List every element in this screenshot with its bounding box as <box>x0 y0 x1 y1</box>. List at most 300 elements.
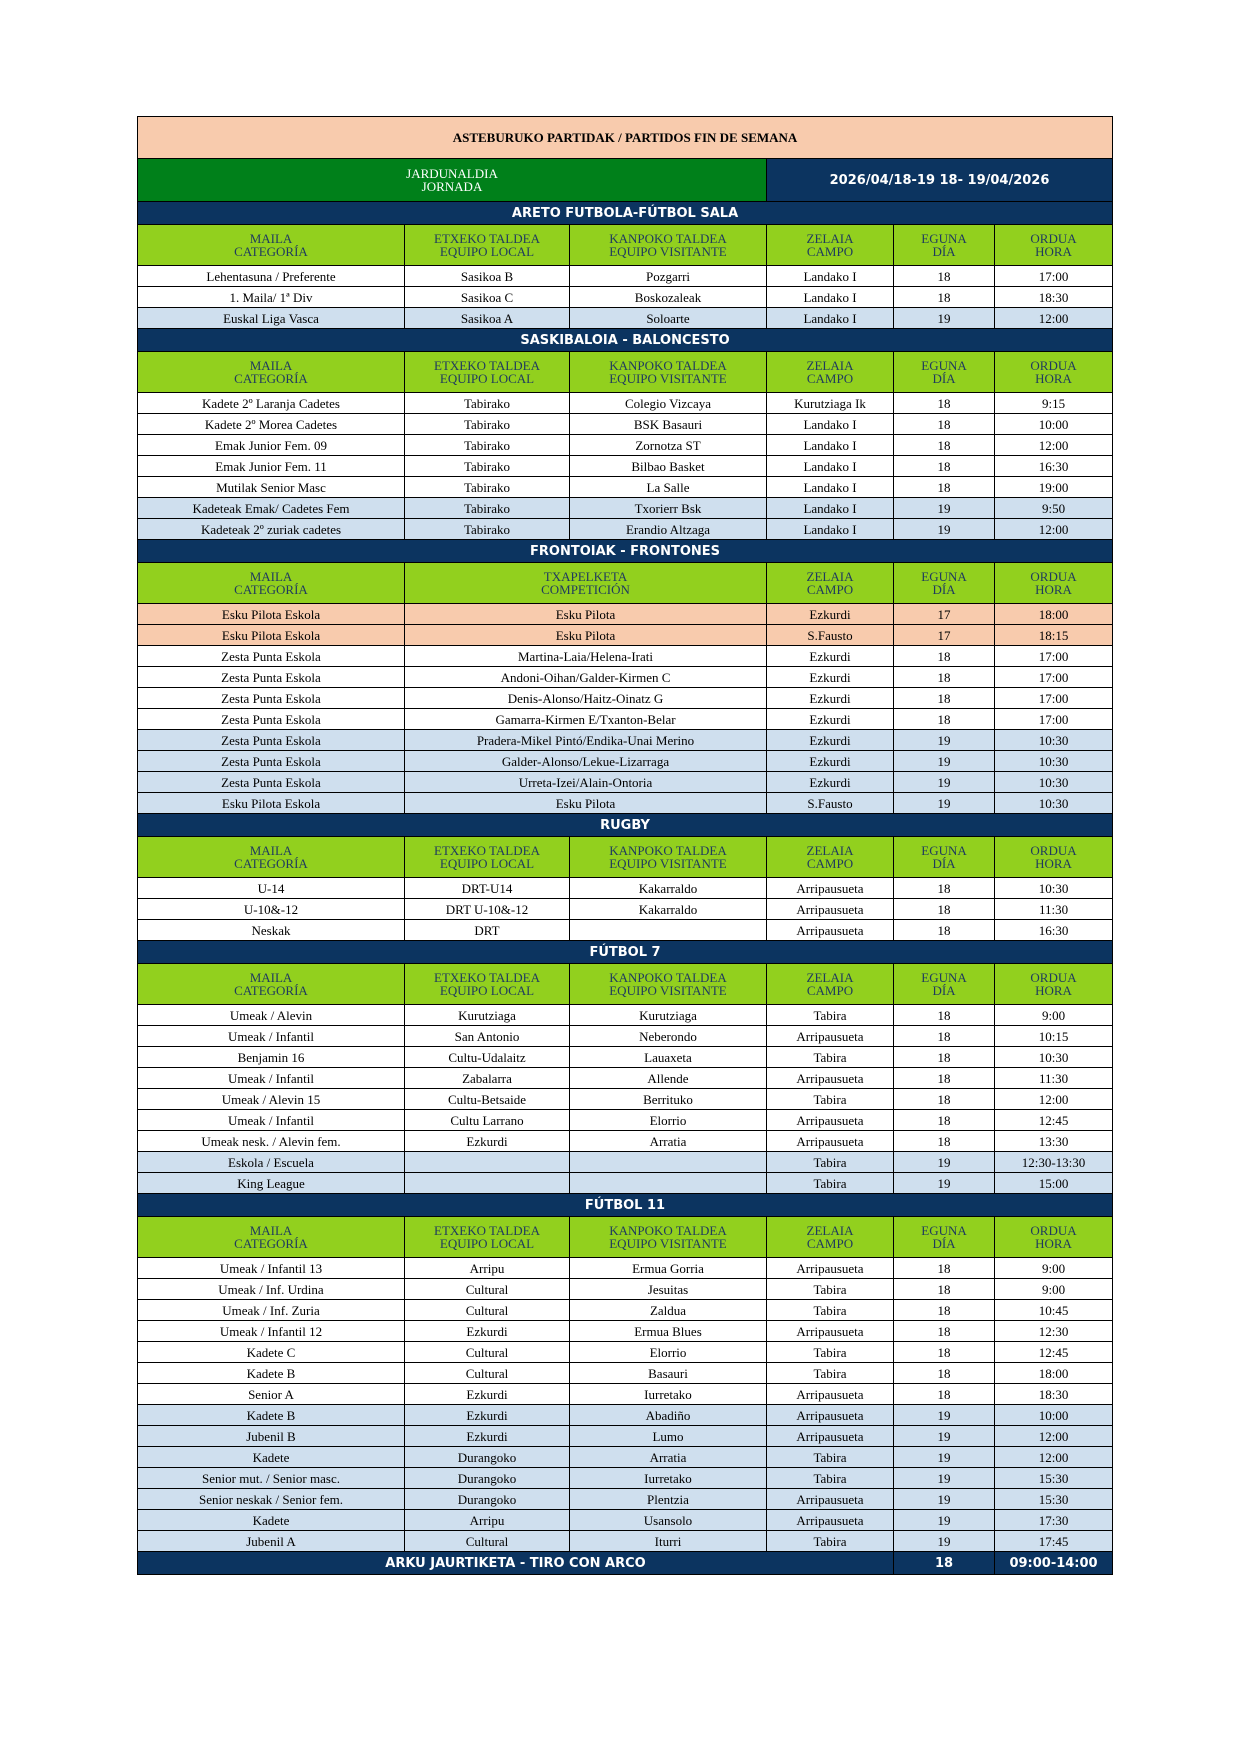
field-cell: Arripausueta <box>767 1110 894 1131</box>
table-row <box>138 1089 1113 1110</box>
category-cell: Kadete B <box>138 1405 405 1426</box>
day-cell: 18 <box>894 1047 995 1068</box>
day-cell: 18 <box>894 1384 995 1405</box>
field-cell: Arripausueta <box>767 878 894 899</box>
day-cell: 18 <box>894 266 995 287</box>
away-team-cell: Ermua Gorria <box>570 1258 767 1279</box>
day-cell: 19 <box>894 308 995 329</box>
col-header-hora-line: HORA <box>1035 856 1072 871</box>
table-row <box>138 604 1113 625</box>
away-team-cell: Plentzia <box>570 1489 767 1510</box>
time-cell: 10:30 <box>995 1047 1113 1068</box>
home-team-cell: Tabirako <box>405 498 570 519</box>
col-header-campo-line: CAMPO <box>806 983 854 998</box>
time-cell: 12:00 <box>995 308 1113 329</box>
time-cell: 11:30 <box>995 1068 1113 1089</box>
col-header-local-line: ETXEKO TALDEA <box>434 358 540 373</box>
away-team-cell: Colegio Vizcaya <box>570 393 767 414</box>
day-cell: 18 <box>894 899 995 920</box>
home-team-cell <box>405 1152 570 1173</box>
col-header-local-line: EQUIPO LOCAL <box>439 1236 535 1251</box>
col-header-dia <box>894 1217 995 1258</box>
table-row <box>138 1531 1113 1552</box>
home-team-cell: Ezkurdi <box>405 1384 570 1405</box>
col-header-campo <box>767 1217 894 1258</box>
day-cell: 18 <box>894 667 995 688</box>
col-header-campo-line: ZELAIA <box>806 1223 854 1238</box>
home-team-cell: DRT <box>405 920 570 941</box>
field-cell: Landako I <box>767 414 894 435</box>
away-team-cell: Usansolo <box>570 1510 767 1531</box>
day-cell: 19 <box>894 1426 995 1447</box>
category-cell: Umeak / Inf. Urdina <box>138 1279 405 1300</box>
table-row <box>138 1384 1113 1405</box>
col-header-hora-line: ORDUA <box>1030 569 1077 584</box>
away-team-cell: Iurretako <box>570 1468 767 1489</box>
away-team-cell: Lauaxeta <box>570 1047 767 1068</box>
home-team-cell: Tabirako <box>405 393 570 414</box>
day-cell: 18 <box>894 878 995 899</box>
table-row <box>138 498 1113 519</box>
time-cell: 10:45 <box>995 1300 1113 1321</box>
day-cell: 18 <box>894 414 995 435</box>
home-team-cell: Cultural <box>405 1363 570 1384</box>
col-header-campo-line: ZELAIA <box>806 569 854 584</box>
day-cell: 19 <box>894 1173 995 1194</box>
table-row <box>138 1026 1113 1047</box>
category-cell: Umeak / Infantil <box>138 1026 405 1047</box>
category-cell: Kadete 2º Laranja Cadetes <box>138 393 405 414</box>
col-header-dia <box>894 837 995 878</box>
col-header-categoria-line: CATEGORÍA <box>234 582 308 597</box>
time-cell: 17:00 <box>995 688 1113 709</box>
competition-cell: Pradera-Mikel Pintó/Endika-Unai Merino <box>405 730 767 751</box>
home-team-cell: DRT U-10&-12 <box>405 899 570 920</box>
day-cell: 18 <box>894 1300 995 1321</box>
col-header-campo-line: CAMPO <box>806 244 854 259</box>
time-cell: 12:00 <box>995 435 1113 456</box>
competition-cell: Denis-Alonso/Haitz-Oinatz G <box>405 688 767 709</box>
time-cell: 15:30 <box>995 1468 1113 1489</box>
away-team-cell: Iurretako <box>570 1384 767 1405</box>
table-row <box>138 772 1113 793</box>
table-row <box>138 709 1113 730</box>
day-cell: 18 <box>894 1089 995 1110</box>
day-cell: 17 <box>894 604 995 625</box>
field-cell: Ezkurdi <box>767 667 894 688</box>
day-cell: 19 <box>894 498 995 519</box>
day-cell: 18 <box>894 287 995 308</box>
col-header-competicion-line: COMPETICIÓN <box>541 582 630 597</box>
away-team-cell: Ermua Blues <box>570 1321 767 1342</box>
time-cell: 17:45 <box>995 1531 1113 1552</box>
time-cell: 10:30 <box>995 772 1113 793</box>
col-header-dia <box>894 352 995 393</box>
competition-cell: Martina-Laia/Helena-Irati <box>405 646 767 667</box>
field-cell: Tabira <box>767 1047 894 1068</box>
col-header-campo-line: ZELAIA <box>806 970 854 985</box>
table-row <box>138 625 1113 646</box>
field-cell: Arripausueta <box>767 899 894 920</box>
col-header-dia <box>894 225 995 266</box>
home-team-cell: Ezkurdi <box>405 1131 570 1152</box>
field-cell: Ezkurdi <box>767 772 894 793</box>
col-header-hora-line: ORDUA <box>1030 231 1077 246</box>
time-cell: 12:45 <box>995 1110 1113 1131</box>
away-team-cell: Lumo <box>570 1426 767 1447</box>
home-team-cell: Cultu Larrano <box>405 1110 570 1131</box>
day-cell: 18 <box>894 1005 995 1026</box>
column-header-row <box>138 837 1113 878</box>
col-header-campo-line: CAMPO <box>806 371 854 386</box>
table-row <box>138 1447 1113 1468</box>
field-cell: Tabira <box>767 1531 894 1552</box>
field-cell: Landako I <box>767 266 894 287</box>
competition-cell: Galder-Alonso/Lekue-Lizarraga <box>405 751 767 772</box>
section-title: RUGBY <box>138 814 1113 837</box>
category-cell: Umeak / Infantil <box>138 1068 405 1089</box>
home-team-cell: Cultural <box>405 1342 570 1363</box>
time-cell: 13:30 <box>995 1131 1113 1152</box>
category-cell: Esku Pilota Eskola <box>138 625 405 646</box>
field-cell: Tabira <box>767 1447 894 1468</box>
col-header-categoria-line: MAILA <box>249 843 293 858</box>
time-cell: 16:30 <box>995 456 1113 477</box>
field-cell: Arripausueta <box>767 1321 894 1342</box>
time-cell: 17:30 <box>995 1510 1113 1531</box>
time-cell: 12:45 <box>995 1342 1113 1363</box>
day-cell: 19 <box>894 1468 995 1489</box>
category-cell: Lehentasuna / Preferente <box>138 266 405 287</box>
field-cell: Arripausueta <box>767 1489 894 1510</box>
col-header-hora <box>995 837 1113 878</box>
col-header-hora-line: ORDUA <box>1030 970 1077 985</box>
time-cell: 12:00 <box>995 1447 1113 1468</box>
col-header-hora <box>995 352 1113 393</box>
column-header-row <box>138 352 1113 393</box>
time-cell: 9:00 <box>995 1005 1113 1026</box>
field-cell: Ezkurdi <box>767 730 894 751</box>
category-cell: Esku Pilota Eskola <box>138 604 405 625</box>
away-team-cell: Iturri <box>570 1531 767 1552</box>
column-header-row <box>138 1217 1113 1258</box>
day-cell: 18 <box>894 1068 995 1089</box>
home-team-cell: Durangoko <box>405 1468 570 1489</box>
col-header-local <box>405 837 570 878</box>
day-cell: 18 <box>894 1131 995 1152</box>
home-team-cell: Durangoko <box>405 1489 570 1510</box>
col-header-campo <box>767 964 894 1005</box>
time-cell: 16:30 <box>995 920 1113 941</box>
away-team-cell: Neberondo <box>570 1026 767 1047</box>
col-header-dia-line: EGUNA <box>921 358 967 373</box>
col-header-local-line: EQUIPO LOCAL <box>439 983 535 998</box>
away-team-cell: Pozgarri <box>570 266 767 287</box>
col-header-visitante-line: EQUIPO VISITANTE <box>609 371 727 386</box>
archery-day: 18 <box>894 1552 995 1575</box>
col-header-campo-line: ZELAIA <box>806 231 854 246</box>
day-cell: 19 <box>894 793 995 814</box>
field-cell: Tabira <box>767 1279 894 1300</box>
field-cell: Arripausueta <box>767 920 894 941</box>
col-header-dia-line: DÍA <box>932 1236 956 1251</box>
col-header-local-line: ETXEKO TALDEA <box>434 231 540 246</box>
home-team-cell: Sasikoa A <box>405 308 570 329</box>
day-cell: 18 <box>894 1110 995 1131</box>
col-header-dia-line: DÍA <box>932 983 956 998</box>
away-team-cell: Txorierr Bsk <box>570 498 767 519</box>
table-row <box>138 1047 1113 1068</box>
col-header-competicion-line: TXAPELKETA <box>543 569 628 584</box>
table-row <box>138 751 1113 772</box>
col-header-dia <box>894 563 995 604</box>
col-header-local <box>405 964 570 1005</box>
field-cell: Tabira <box>767 1005 894 1026</box>
time-cell: 11:30 <box>995 899 1113 920</box>
table-row <box>138 1342 1113 1363</box>
competition-cell: Esku Pilota <box>405 604 767 625</box>
category-cell: Umeak / Alevin 15 <box>138 1089 405 1110</box>
time-cell: 15:00 <box>995 1173 1113 1194</box>
home-team-cell: Ezkurdi <box>405 1321 570 1342</box>
day-cell: 18 <box>894 1258 995 1279</box>
table-row <box>138 730 1113 751</box>
col-header-visitante <box>570 964 767 1005</box>
table-row <box>138 1489 1113 1510</box>
category-cell: Kadete 2º Morea Cadetes <box>138 414 405 435</box>
col-header-local-line: EQUIPO LOCAL <box>439 371 535 386</box>
away-team-cell <box>570 1173 767 1194</box>
col-header-categoria-line: CATEGORÍA <box>234 983 308 998</box>
category-cell: Esku Pilota Eskola <box>138 793 405 814</box>
home-team-cell: Sasikoa B <box>405 266 570 287</box>
day-cell: 18 <box>894 920 995 941</box>
away-team-cell: Arratia <box>570 1131 767 1152</box>
day-cell: 18 <box>894 1363 995 1384</box>
col-header-visitante-line: KANPOKO TALDEA <box>609 843 727 858</box>
category-cell: Benjamin 16 <box>138 1047 405 1068</box>
col-header-dia-line: EGUNA <box>921 843 967 858</box>
time-cell: 12:30 <box>995 1321 1113 1342</box>
away-team-cell: Kakarraldo <box>570 878 767 899</box>
col-header-visitante <box>570 352 767 393</box>
col-header-local-line: ETXEKO TALDEA <box>434 843 540 858</box>
day-cell: 18 <box>894 709 995 730</box>
home-team-cell: Tabirako <box>405 477 570 498</box>
category-cell: Zesta Punta Eskola <box>138 751 405 772</box>
category-cell: U-14 <box>138 878 405 899</box>
competition-cell: Esku Pilota <box>405 793 767 814</box>
day-cell: 19 <box>894 519 995 540</box>
time-cell: 17:00 <box>995 667 1113 688</box>
category-cell: Kadete <box>138 1510 405 1531</box>
time-cell: 15:30 <box>995 1489 1113 1510</box>
field-cell: Landako I <box>767 519 894 540</box>
field-cell: Arripausueta <box>767 1258 894 1279</box>
col-header-categoria <box>138 352 405 393</box>
table-row <box>138 435 1113 456</box>
section-title-row <box>138 329 1113 352</box>
col-header-hora <box>995 1217 1113 1258</box>
table-row <box>138 1279 1113 1300</box>
table-row <box>138 308 1113 329</box>
time-cell: 9:15 <box>995 393 1113 414</box>
away-team-cell: Elorrio <box>570 1110 767 1131</box>
time-cell: 10:30 <box>995 878 1113 899</box>
home-team-cell: Tabirako <box>405 414 570 435</box>
col-header-campo-line: ZELAIA <box>806 843 854 858</box>
time-cell: 17:00 <box>995 266 1113 287</box>
away-team-cell: Erandio Altzaga <box>570 519 767 540</box>
field-cell: Arripausueta <box>767 1405 894 1426</box>
field-cell: Ezkurdi <box>767 709 894 730</box>
column-header-row <box>138 563 1113 604</box>
table-row <box>138 1110 1113 1131</box>
jornada-label-es: JORNADA <box>421 179 483 194</box>
col-header-campo <box>767 837 894 878</box>
category-cell: Emak Junior Fem. 09 <box>138 435 405 456</box>
category-cell: Zesta Punta Eskola <box>138 709 405 730</box>
col-header-hora <box>995 225 1113 266</box>
home-team-cell: Tabirako <box>405 435 570 456</box>
home-team-cell: Cultu-Betsaide <box>405 1089 570 1110</box>
col-header-categoria-line: MAILA <box>249 358 293 373</box>
table-row <box>138 646 1113 667</box>
time-cell: 18:30 <box>995 287 1113 308</box>
competition-cell: Urreta-Izei/Alain-Ontoria <box>405 772 767 793</box>
time-cell: 18:00 <box>995 604 1113 625</box>
away-team-cell: Zaldua <box>570 1300 767 1321</box>
table-row <box>138 1258 1113 1279</box>
field-cell: Arripausueta <box>767 1026 894 1047</box>
time-cell: 12:00 <box>995 1089 1113 1110</box>
table-row <box>138 1131 1113 1152</box>
section-title-row <box>138 941 1113 964</box>
field-cell: Tabira <box>767 1152 894 1173</box>
day-cell: 19 <box>894 1405 995 1426</box>
col-header-hora-line: HORA <box>1035 582 1072 597</box>
away-team-cell: Basauri <box>570 1363 767 1384</box>
category-cell: Umeak nesk. / Alevin fem. <box>138 1131 405 1152</box>
field-cell: Tabira <box>767 1089 894 1110</box>
col-header-visitante-line: EQUIPO VISITANTE <box>609 856 727 871</box>
section-title: ARETO FUTBOLA-FÚTBOL SALA <box>138 202 1113 225</box>
time-cell: 10:30 <box>995 730 1113 751</box>
col-header-local-line: ETXEKO TALDEA <box>434 970 540 985</box>
field-cell: Tabira <box>767 1468 894 1489</box>
home-team-cell: Cultural <box>405 1531 570 1552</box>
table-row <box>138 1426 1113 1447</box>
day-cell: 19 <box>894 1531 995 1552</box>
category-cell: Kadete <box>138 1447 405 1468</box>
field-cell: Ezkurdi <box>767 646 894 667</box>
col-header-categoria-line: MAILA <box>249 231 293 246</box>
column-header-row <box>138 225 1113 266</box>
col-header-categoria-line: CATEGORÍA <box>234 371 308 386</box>
time-cell: 10:30 <box>995 793 1113 814</box>
time-cell: 10:00 <box>995 414 1113 435</box>
category-cell: Euskal Liga Vasca <box>138 308 405 329</box>
away-team-cell: Kurutziaga <box>570 1005 767 1026</box>
col-header-categoria <box>138 837 405 878</box>
time-cell: 12:30-13:30 <box>995 1152 1113 1173</box>
section-title: SASKIBALOIA - BALONCESTO <box>138 329 1113 352</box>
home-team-cell <box>405 1173 570 1194</box>
field-cell: Ezkurdi <box>767 688 894 709</box>
category-cell: Zesta Punta Eskola <box>138 646 405 667</box>
table-row <box>138 1510 1113 1531</box>
col-header-hora <box>995 964 1113 1005</box>
category-cell: Kadete C <box>138 1342 405 1363</box>
section-title-row <box>138 540 1113 563</box>
table-row <box>138 667 1113 688</box>
col-header-local-line: ETXEKO TALDEA <box>434 1223 540 1238</box>
home-team-cell: DRT-U14 <box>405 878 570 899</box>
away-team-cell <box>570 920 767 941</box>
home-team-cell: Ezkurdi <box>405 1405 570 1426</box>
table-row <box>138 1152 1113 1173</box>
away-team-cell <box>570 1152 767 1173</box>
home-team-cell: Tabirako <box>405 456 570 477</box>
field-cell: Landako I <box>767 287 894 308</box>
table-row <box>138 1363 1113 1384</box>
day-cell: 18 <box>894 456 995 477</box>
category-cell: Neskak <box>138 920 405 941</box>
archery-row <box>138 1552 1113 1575</box>
section-title-row <box>138 814 1113 837</box>
table-row <box>138 899 1113 920</box>
col-header-categoria-line: MAILA <box>249 1223 293 1238</box>
category-cell: Kadeteak Emak/ Cadetes Fem <box>138 498 405 519</box>
day-cell: 19 <box>894 1447 995 1468</box>
schedule-sheet <box>137 116 1113 1575</box>
away-team-cell: Kakarraldo <box>570 899 767 920</box>
col-header-hora-line: HORA <box>1035 244 1072 259</box>
field-cell: Kurutziaga Ik <box>767 393 894 414</box>
field-cell: Tabira <box>767 1173 894 1194</box>
category-cell: Senior mut. / Senior masc. <box>138 1468 405 1489</box>
home-team-cell: Kurutziaga <box>405 1005 570 1026</box>
col-header-categoria-line: CATEGORÍA <box>234 1236 308 1251</box>
col-header-dia-line: EGUNA <box>921 970 967 985</box>
day-cell: 18 <box>894 1321 995 1342</box>
col-header-local-line: EQUIPO LOCAL <box>439 856 535 871</box>
away-team-cell: La Salle <box>570 477 767 498</box>
col-header-campo-line: CAMPO <box>806 1236 854 1251</box>
col-header-local <box>405 352 570 393</box>
table-row <box>138 688 1113 709</box>
table-row <box>138 266 1113 287</box>
archery-time: 09:00-14:00 <box>995 1552 1113 1575</box>
time-cell: 9:50 <box>995 498 1113 519</box>
field-cell: Ezkurdi <box>767 751 894 772</box>
col-header-dia <box>894 964 995 1005</box>
category-cell: Senior A <box>138 1384 405 1405</box>
section-title-row <box>138 202 1113 225</box>
table-row <box>138 1005 1113 1026</box>
day-cell: 19 <box>894 1152 995 1173</box>
field-cell: S.Fausto <box>767 793 894 814</box>
jornada-dates: 2026/04/18-19 18- 19/04/2026 <box>767 159 1113 202</box>
day-cell: 19 <box>894 1510 995 1531</box>
col-header-dia-line: EGUNA <box>921 569 967 584</box>
table-row <box>138 878 1113 899</box>
category-cell: Zesta Punta Eskola <box>138 730 405 751</box>
col-header-hora-line: HORA <box>1035 371 1072 386</box>
away-team-cell: Zornotza ST <box>570 435 767 456</box>
field-cell: Tabira <box>767 1363 894 1384</box>
competition-cell: Esku Pilota <box>405 625 767 646</box>
